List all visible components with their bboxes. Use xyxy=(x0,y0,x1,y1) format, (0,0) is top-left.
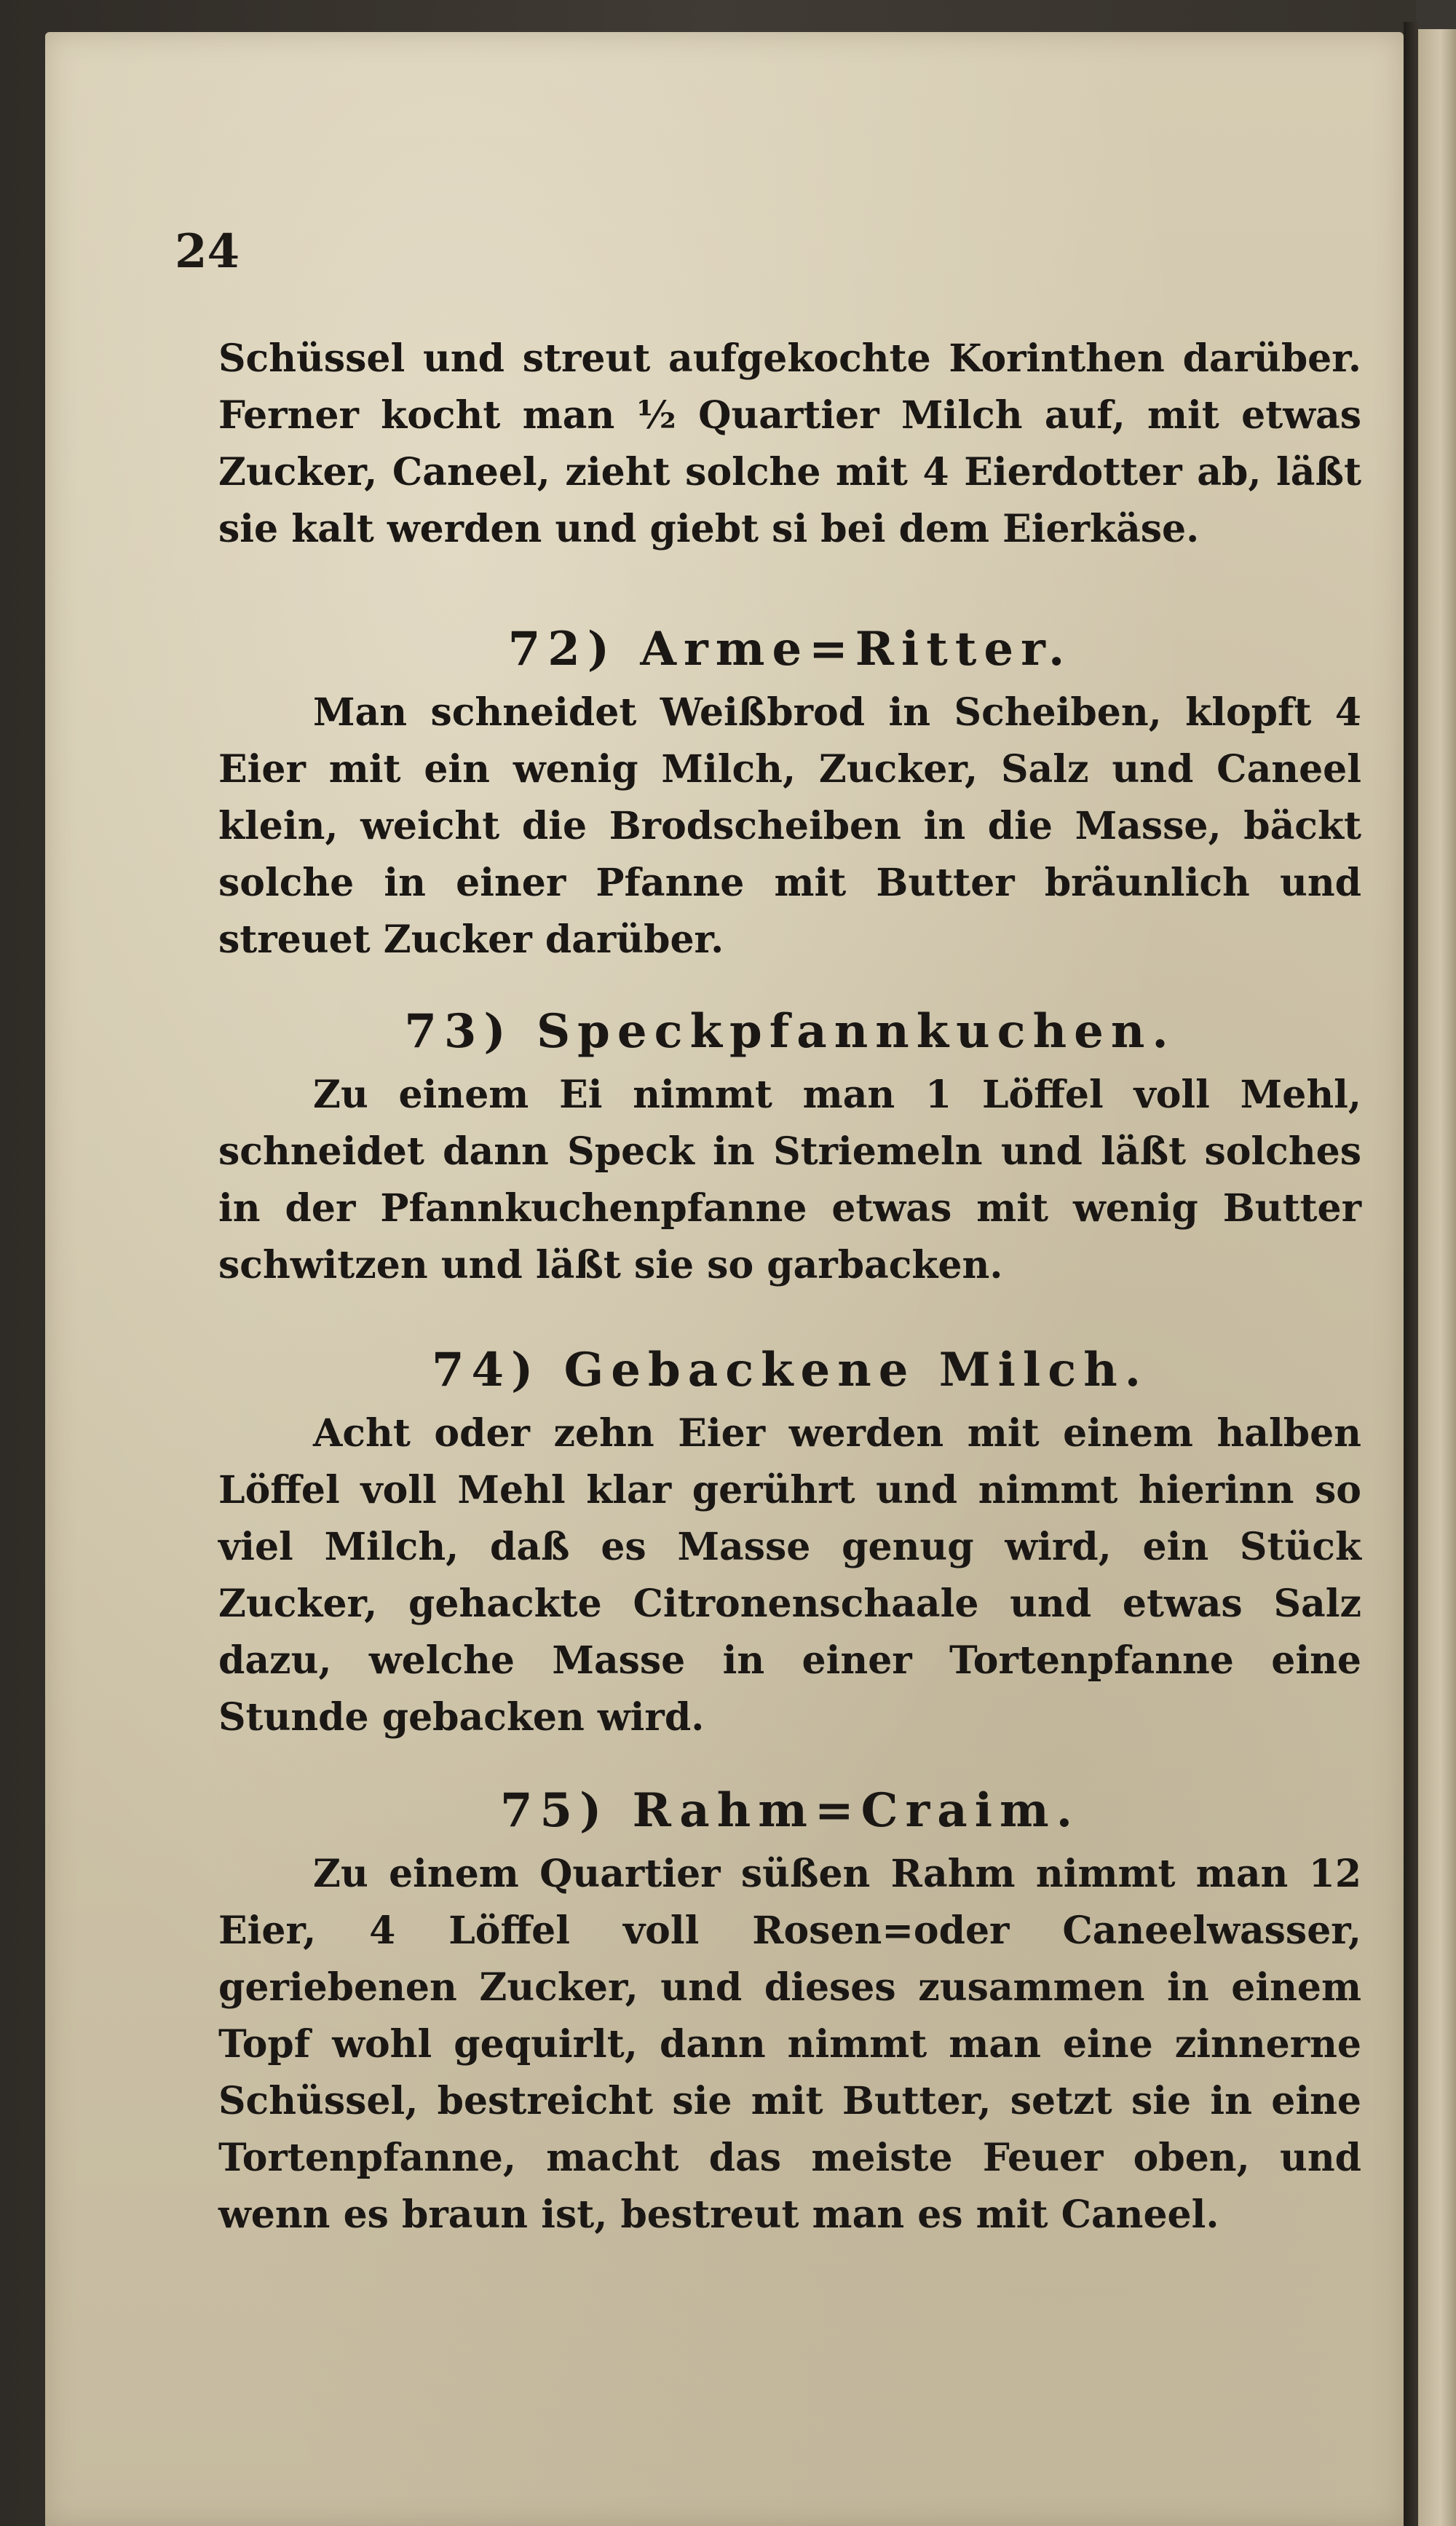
recipe-72-section xyxy=(218,615,1361,968)
page-number: 24 xyxy=(175,224,240,279)
recipe-74-section xyxy=(218,1335,1361,1746)
recipe-74-paragraph: Acht oder zehn Eier werden mit einem halben Löffel voll Mehl klar gerührt und nimmt hierinn so viel Milch, daß es Masse genug wird, ein Stück Zucker, gehackte Citronenschaale und etwas Salz dazu, welche Masse in einer Tortenpfanne eine Stunde gebacken wird. xyxy=(218,1411,1361,1740)
recipe-72-title: 72) Arme=Ritter. xyxy=(507,622,1072,676)
recipe-73-paragraph: Zu einem Ei nimmt man 1 Löffel voll Mehl, schneidet dann Speck in Striemeln und läßt solches in der Pfannkuchenpfanne etwas mit wenig Butter schwitzen und läßt sie so garbacken. xyxy=(218,1073,1361,1287)
book-page xyxy=(45,32,1404,2526)
next-page-edge xyxy=(1418,29,1456,2526)
recipe-73-section xyxy=(218,997,1361,1294)
carryover-section xyxy=(218,331,1361,558)
recipe-74-title: 74) Gebackene Milch. xyxy=(431,1343,1149,1397)
recipe-75-section xyxy=(218,1776,1361,2243)
recipe-75-paragraph: Zu einem Quartier süßen Rahm nimmt man 12 Eier, 4 Löffel voll Rosen=oder Caneelwasser, geriebenen Zucker, und dieses zusammen in einem Topf wohl gequirlt, dann nimmt man eine zinnerne Schüssel, bestreicht sie mit Butter, setzt sie in eine Tortenpfanne, macht das meiste Feuer oben, und wenn es braun ist, bestreut man es mit Caneel. xyxy=(218,1852,1361,2237)
gutter-shadow xyxy=(1404,22,1420,2526)
carryover-paragraph: Schüssel und streut aufgekochte Korinthen darüber. Ferner kocht man ½ Quartier Milch auf, mit etwas Zucker, Caneel, zieht solche mit 4 Eierdotter ab, läßt sie kalt werden und giebt si bei dem Eierkäse. xyxy=(218,336,1361,551)
recipe-72-paragraph: Man schneidet Weißbrod in Scheiben, klopft 4 Eier mit ein wenig Milch, Zucker, Salz und Caneel klein, weicht die Brodscheiben in die Masse, bäckt solche in einer Pfanne mit Butter bräunlich und streuet Zucker darüber. xyxy=(218,690,1361,962)
recipe-73-title: 73) Speckpfannkuchen. xyxy=(404,1004,1176,1059)
recipe-75-title: 75) Rahm=Craim. xyxy=(499,1783,1080,1838)
